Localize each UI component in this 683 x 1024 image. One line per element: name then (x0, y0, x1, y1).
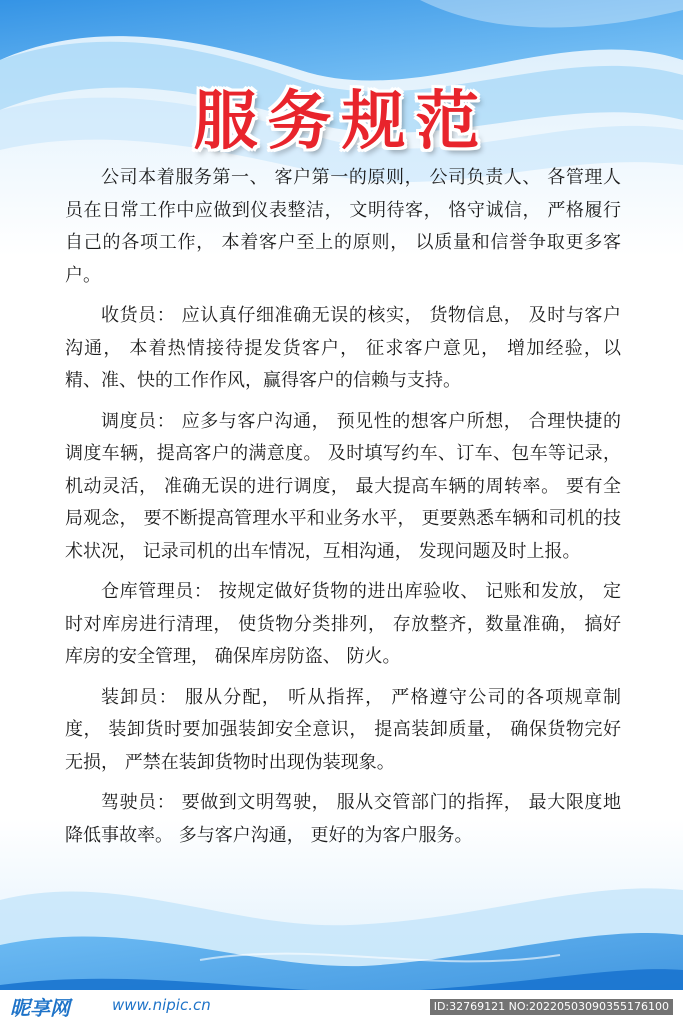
paragraph-intro: 公司本着服务第一、 客户第一的原则， 公司负责人、 各管理人员在日常工作中应做到仪表整洁， 文明待客， 恪守诚信， 严格履行自己的各项工作， 本着客户至上的原则， 以质量和信誉争取更多客户。 (65, 167, 621, 286)
paragraph-dispatcher: 调度员： 应多与客户沟通， 预见性的想客户所想， 合理快捷的调度车辆，提高客户的满意度。 及时填写约车、订车、包车等记录， 机动灵活， 准确无误的进行调度， 最大提高车辆的周转率。 要有全局观念， 要不断提高管理水平和业务水平， 更要熟悉车辆和司机的技术状况， 记录司机的出车情况，互相沟通， 发现问题及时上报。 (65, 410, 621, 562)
poster-title: 服务规范 (193, 85, 490, 159)
poster-body (65, 162, 621, 860)
paragraph-receiver: 收货员： 应认真仔细准确无误的核实， 货物信息， 及时与客户沟通， 本着热情接待提发货客户， 征求客户意见， 增加经验，以精、准、快的工作作风，赢得客户的信赖与支持。 (65, 305, 621, 391)
paragraph-warehouse-manager: 仓库管理员： 按规定做好货物的进出库验收、 记账和发放， 定时对库房进行清理， 使货物分类排列， 存放整齐，数量准确， 搞好库房的安全管理， 确保库房防盗、 防火。 (65, 581, 621, 667)
site-url: www.nipic.cn (112, 996, 211, 1014)
paragraph-driver: 驾驶员： 要做到文明驾驶， 服从交管部门的指挥， 最大限度地降低事故率。 多与客户沟通， 更好的为客户服务。 (65, 792, 621, 846)
paragraph-loader: 装卸员： 服从分配， 听从指挥， 严格遵守公司的各项规章制度， 装卸货时要加强装卸安全意识， 提高装卸质量， 确保货物完好无损， 严禁在装卸货物时出现伪装现象。 (65, 686, 621, 773)
image-id-watermark: ID:32769121 NO:20220503090355176100 (430, 999, 673, 1015)
site-logo: 昵享网 (10, 996, 70, 1020)
